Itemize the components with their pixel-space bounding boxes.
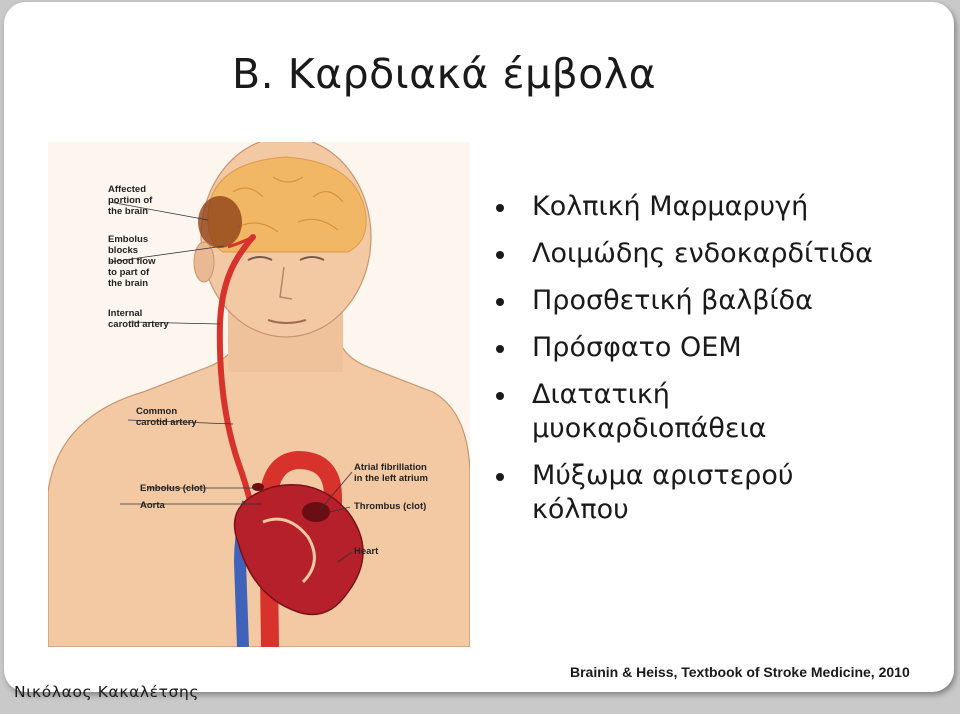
bullet-dot-icon — [496, 298, 504, 306]
label-affected-1: Affected — [108, 184, 147, 195]
label-aorta: Aorta — [140, 500, 165, 511]
label-heart: Heart — [354, 546, 379, 557]
label-embolus-3: blood flow — [108, 256, 156, 267]
label-embolus-4: to part of — [108, 267, 150, 278]
bullet-dot-icon — [496, 251, 504, 259]
author-name: Νικόλαος Κακαλέτσης — [14, 683, 200, 701]
bullet-list — [492, 190, 952, 540]
label-internal-1: Internal — [108, 308, 143, 319]
label-common-2: carotid artery — [136, 417, 197, 428]
label-embolus-clot: Embolus (clot) — [140, 483, 206, 494]
slide — [4, 2, 954, 692]
label-affected-3: the brain — [108, 206, 149, 217]
bullet-item: Λοιμώδης ενδοκαρδίτιδα — [492, 237, 952, 271]
cardioembolic-stroke-diagram — [48, 142, 470, 647]
thrombus-clot — [302, 502, 330, 522]
bullet-item: Διατατική μυοκαρδιοπάθεια — [492, 378, 872, 446]
slide-title: B. Καρδιακά έμβολα — [232, 50, 657, 98]
label-internal-2: carotid artery — [108, 319, 169, 330]
bullet-dot-icon — [496, 473, 504, 481]
label-affected-2: portion of — [108, 195, 153, 206]
label-embolus-5: the brain — [108, 278, 149, 289]
anatomy-illustration — [48, 142, 470, 647]
citation: Brainin & Heiss, Textbook of Stroke Medicine, 2010 — [570, 664, 910, 680]
bullet-dot-icon — [496, 345, 504, 353]
label-thrombus: Thrombus (clot) — [354, 501, 427, 512]
bullet-item: Προσθετική βαλβίδα — [492, 284, 952, 318]
label-common-1: Common — [136, 406, 178, 417]
label-embolus-1: Embolus — [108, 234, 149, 245]
bullet-item: Κολπική Μαρμαρυγή — [492, 190, 952, 224]
embolus-clot — [252, 483, 264, 491]
affected-brain-area — [198, 196, 242, 248]
label-af-2: in the left atrium — [354, 473, 428, 484]
label-af-1: Atrial fibrillation — [354, 462, 427, 473]
bullet-item: Μύξωμα αριστερού κόλπου — [492, 459, 872, 527]
bullet-dot-icon — [496, 204, 504, 212]
bullet-item: Πρόσφατο ΟΕΜ — [492, 331, 952, 365]
bullet-dot-icon — [496, 392, 504, 400]
label-embolus-2: blocks — [108, 245, 139, 256]
